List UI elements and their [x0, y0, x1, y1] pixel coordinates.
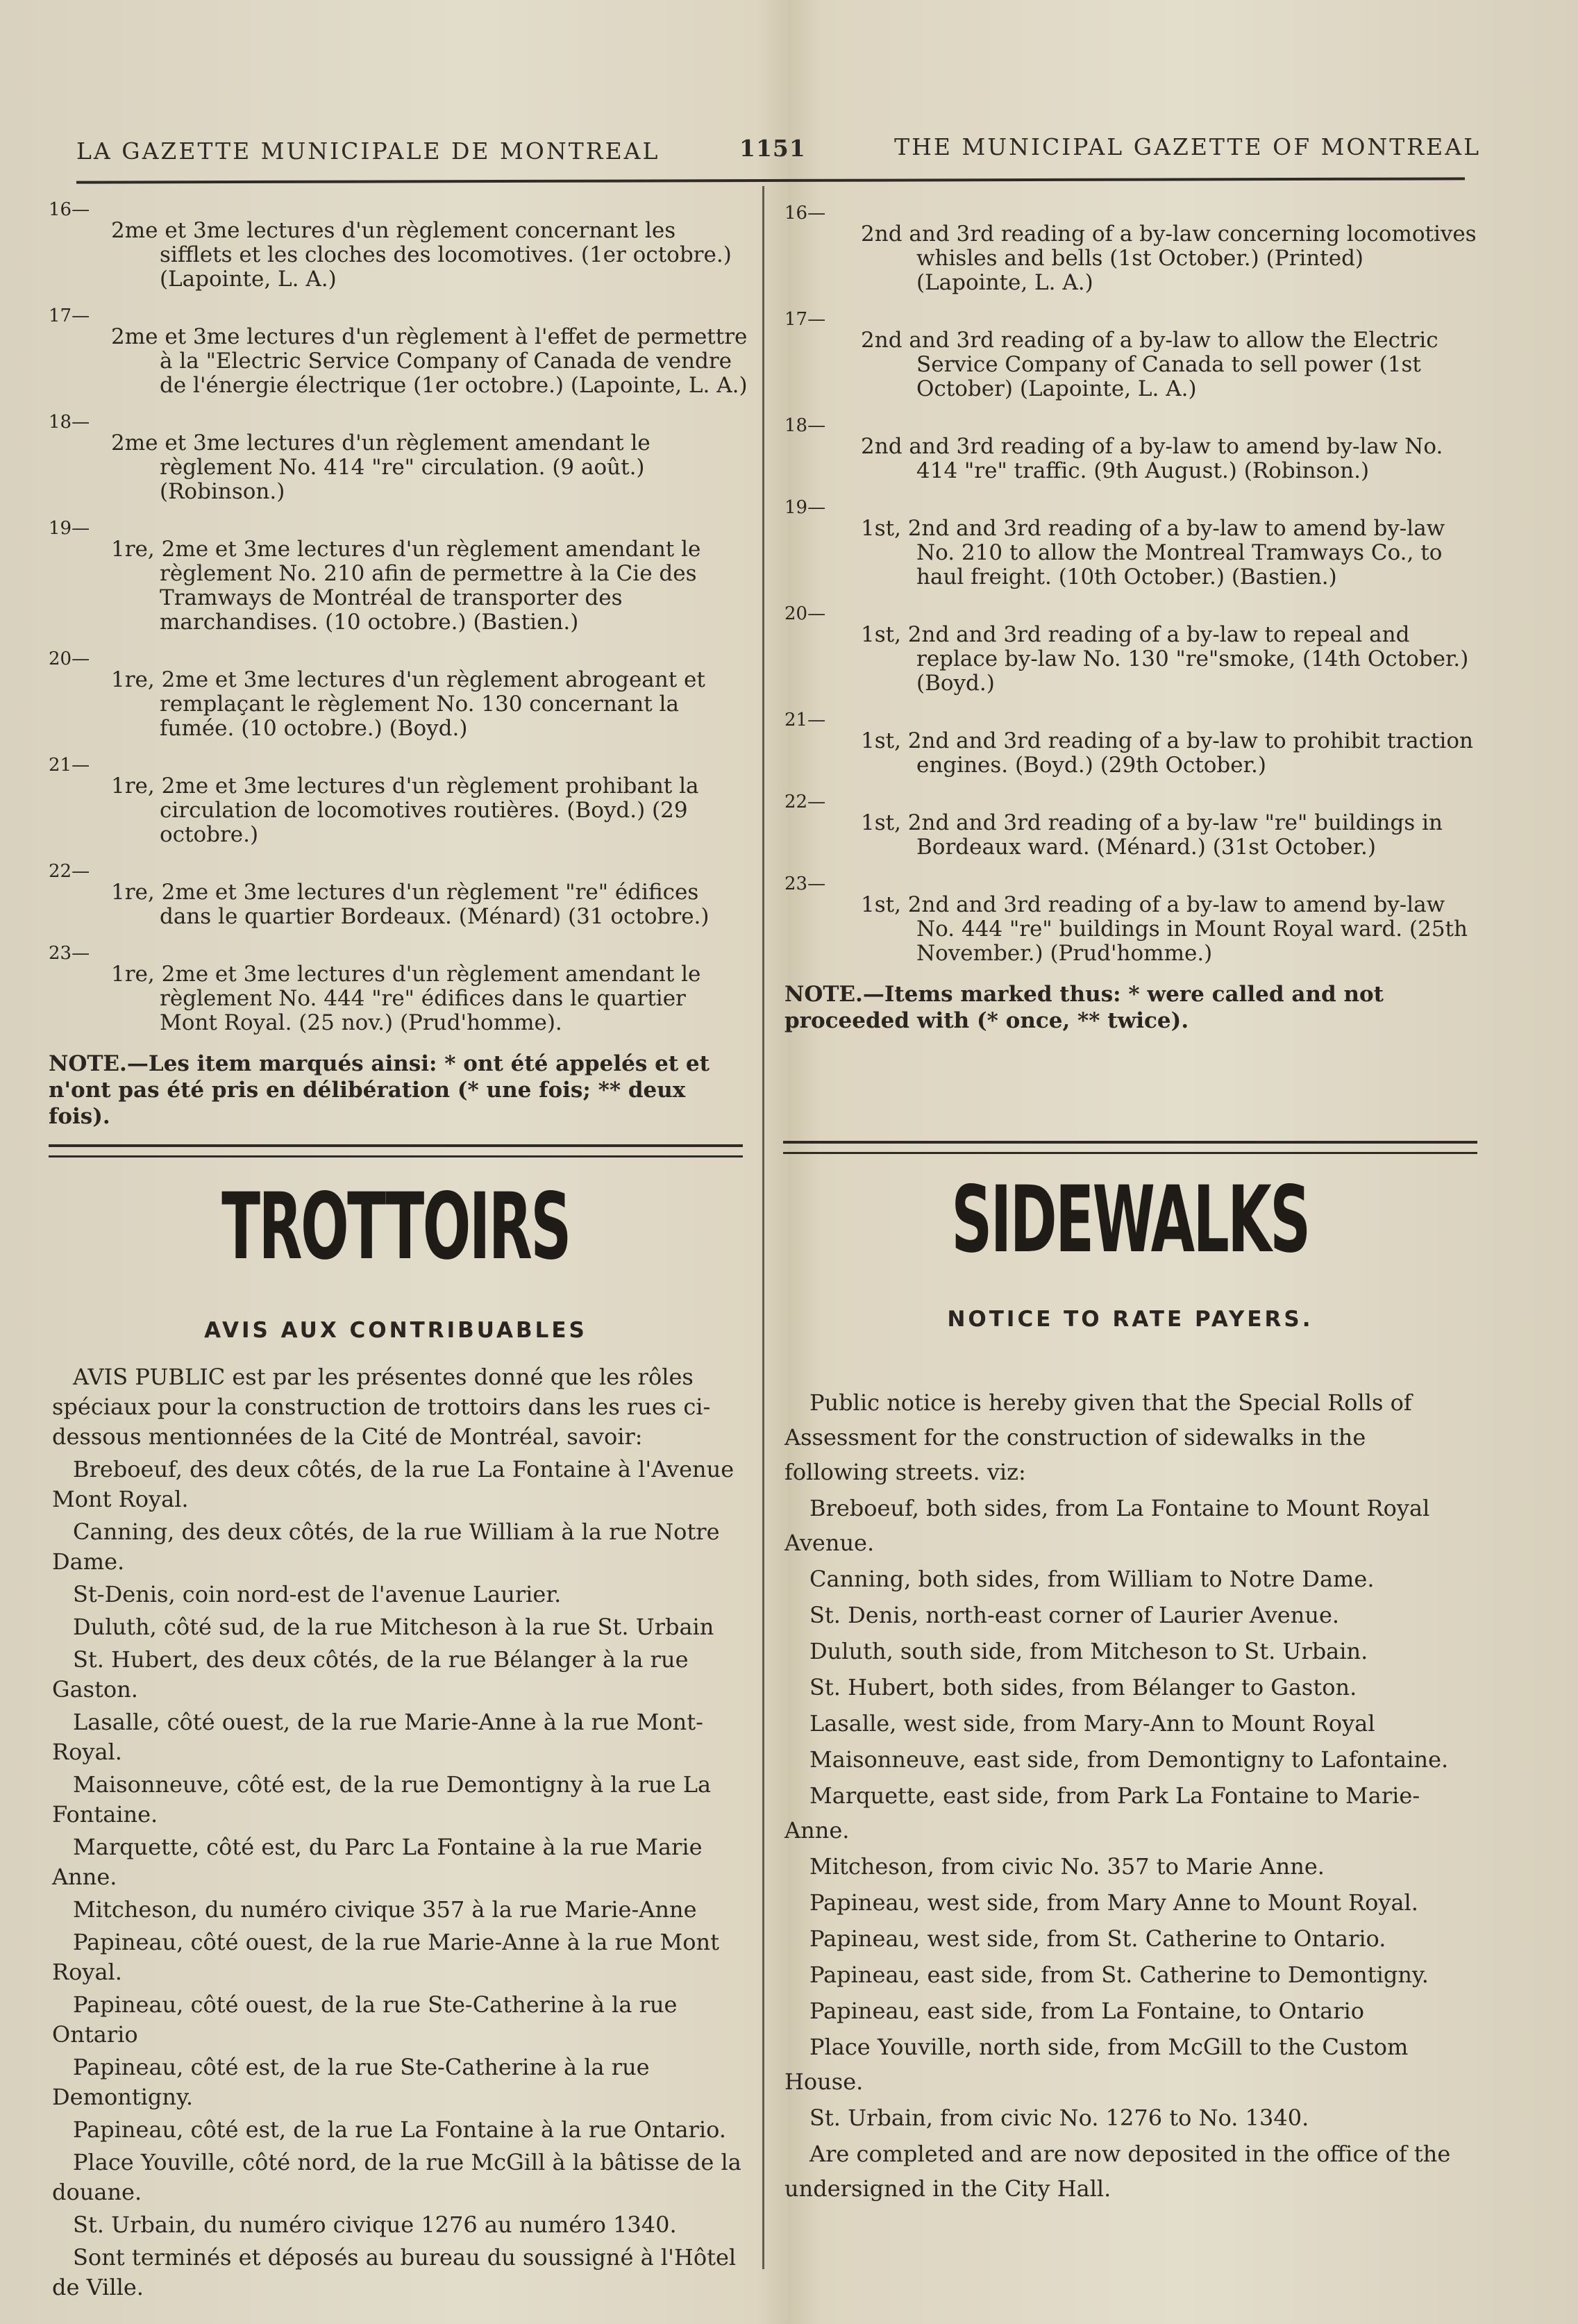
trottoirs-subtitle: AVIS AUX CONTRIBUABLES [204, 1318, 587, 1343]
column-divider [762, 186, 764, 2269]
street-line: Canning, des deux côtés, de la rue William à la rue Notre Dame. [52, 1519, 720, 1575]
english-note: NOTE.—Items marked thus: * were called and not proceeded with (* once, ** twice). [784, 982, 1384, 1033]
page-header [76, 129, 1481, 171]
street-line: Sont terminés et déposés au bureau du soussigné à l'Hôtel de Ville. [52, 2244, 737, 2300]
trottoirs-title: TROTTOIRS [221, 1173, 570, 1280]
street-line: Place Youville, north side, from McGill to the Custom House. [784, 2034, 1409, 2095]
agenda-item [49, 410, 750, 504]
street-line: Papineau, west side, from St. Catherine to Ontario. [809, 1925, 1386, 1952]
agenda-item [784, 414, 1479, 483]
street-line: St. Denis, north-east corner of Laurier Avenue. [809, 1602, 1340, 1628]
street-line: Papineau, east side, from La Fontaine, to Ontario [809, 1998, 1365, 2024]
item-text: 2nd and 3rd reading of a by-law concerning locomotives whisles and bells (1st October.) (Printed) (Lapointe, L. A.) [861, 221, 1477, 295]
street-line: Mitcheson, du numéro civique 357 à la rue Marie-Anne [73, 1896, 697, 1923]
item-text: 2nd and 3rd reading of a by-law to allow the Electric Service Company of Canada to sell power (1st October) (Lapointe, L. A.) [861, 328, 1438, 401]
item-text: 1st, 2nd and 3rd reading of a by-law to amend by-law No. 210 to allow the Montreal Tramways Co., to haul freight. (10th October.) (Bastien.) [861, 516, 1445, 590]
sidewalks-subtitle: NOTICE TO RATE PAYERS. [947, 1307, 1313, 1332]
item-text: 1re, 2me et 3me lectures d'un règlement amendant le règlement No. 444 "re" édifices dans le quartier Mont Royal. (25 nov.) (Prud'homme). [111, 962, 701, 1035]
item-text: 2me et 3me lectures d'un règlement à l'effet de permettre à la "Electric Service Company of Canada de vendre de l'énergie électrique (1er octobre.) (Lapointe, L. A.) [111, 324, 748, 398]
french-note: NOTE.—Les item marqués ainsi: * ont été appelés et et n'ont pas été pris en délibération (* une fois; ** deux fois). [49, 1051, 710, 1129]
page-number: 1151 [739, 135, 806, 162]
street-line: Breboeuf, both sides, from La Fontaine to Mount Royal Avenue. [784, 1495, 1430, 1556]
item-number: 17— [784, 309, 826, 330]
street-line: Place Youville, côté nord, de la rue McGill à la bâtisse de la douane. [52, 2149, 741, 2205]
header-english-title: THE MUNICIPAL GAZETTE OF MONTREAL [894, 133, 1481, 160]
street-line: Papineau, côté est, de la rue La Fontaine à la rue Ontario. [73, 2116, 726, 2143]
item-number: 22— [784, 792, 826, 812]
item-text: 1re, 2me et 3me lectures d'un règlement abrogeant et remplaçant le règlement No. 130 concernant la fumée. (10 octobre.) (Boyd.) [111, 667, 705, 741]
street-line: St. Hubert, both sides, from Bélanger to Gaston. [809, 1674, 1357, 1700]
item-number: 21— [784, 710, 826, 730]
section-rule-right [783, 1141, 1477, 1154]
street-line: Breboeuf, des deux côtés, de la rue La Fontaine à l'Avenue Mont Royal. [52, 1456, 735, 1512]
street-line: Maisonneuve, côté est, de la rue Demontigny à la rue La Fontaine. [52, 1771, 712, 1828]
street-line: Papineau, côté ouest, de la rue Marie-Anne à la rue Mont Royal. [52, 1929, 719, 1985]
item-number: 23— [784, 873, 826, 894]
header-french-title: LA GAZETTE MUNICIPALE DE MONTREAL [76, 137, 660, 165]
street-line: Marquette, east side, from Park La Fontaine to Marie-Anne. [784, 1782, 1420, 1844]
item-number: 19— [49, 518, 90, 539]
item-text: 2me et 3me lectures d'un règlement concernant les sifflets et les cloches des locomotives. (1er octobre.) (Lapointe, L. A.) [111, 218, 732, 292]
street-line: Maisonneuve, east side, from Demontigny to Lafontaine. [809, 1746, 1449, 1773]
notice-intro: Public notice is hereby given that the Special Rolls of Assessment for the construction of sidewalks in the following streets. viz: [784, 1389, 1412, 1485]
item-number: 16— [784, 203, 826, 224]
street-line: St-Denis, coin nord-est de l'avenue Laurier. [73, 1581, 562, 1607]
item-number: 16— [49, 199, 90, 220]
street-line: Canning, both sides, from William to Notre Dame. [809, 1566, 1375, 1592]
agenda-item [49, 198, 750, 292]
item-number: 23— [49, 943, 90, 964]
street-line: Papineau, east side, from St. Catherine to Demontigny. [809, 1962, 1429, 1988]
trottoirs-notice [52, 1362, 746, 2305]
section-rule-left [49, 1144, 743, 1157]
french-agenda-column [49, 198, 750, 1130]
item-number: 18— [49, 412, 90, 433]
item-text: 1st, 2nd and 3rd reading of a by-law "re" buildings in Bordeaux ward. (Ménard.) (31st October.) [861, 810, 1443, 860]
item-text: 1re, 2me et 3me lectures d'un règlement prohibant la circulation de locomotives routières. (Boyd.) (29 octobre.) [111, 774, 699, 847]
notice-intro: AVIS PUBLIC est par les présentes donné que les rôles spéciaux pour la construction de trottoirs dans les rues ci-dessous mentionnées de la Cité de Montréal, savoir: [52, 1364, 711, 1450]
item-text: 1st, 2nd and 3rd reading of a by-law to repeal and replace by-law No. 130 "re"smoke, (14th October.) (Boyd.) [861, 622, 1469, 696]
item-number: 19— [784, 497, 826, 518]
agenda-item [784, 790, 1479, 860]
agenda-item [49, 942, 750, 1035]
item-number: 22— [49, 861, 90, 882]
street-line: Are completed and are now deposited in the office of the undersigned in the City Hall. [784, 2141, 1451, 2202]
agenda-item [784, 201, 1479, 295]
item-text: 1st, 2nd and 3rd reading of a by-law to prohibit traction engines. (Boyd.) (29th October.) [861, 728, 1473, 778]
header-rule [76, 177, 1465, 183]
agenda-item [49, 304, 750, 398]
street-line: Lasalle, west side, from Mary-Ann to Mount Royal [809, 1710, 1375, 1737]
street-line: Marquette, côté est, du Parc La Fontaine à la rue Marie Anne. [52, 1834, 703, 1890]
agenda-item [784, 602, 1479, 696]
street-line: St. Hubert, des deux côtés, de la rue Bélanger à la rue Gaston. [52, 1646, 689, 1703]
street-line: Mitcheson, from civic No. 357 to Marie Anne. [809, 1853, 1325, 1880]
item-text: 1re, 2me et 3me lectures d'un règlement amendant le règlement No. 210 afin de permettre à la Cie des Tramways de Montréal de transporter des marchandises. (10 octobre.) (Bastien.) [111, 537, 701, 635]
agenda-item [784, 496, 1479, 590]
item-text: 1re, 2me et 3me lectures d'un règlement "re" édifices dans le quartier Bordeaux. (Ménard) (31 octobre.) [111, 880, 710, 929]
street-line: Papineau, west side, from Mary Anne to Mount Royal. [809, 1889, 1418, 1916]
sidewalks-notice [784, 1385, 1472, 2207]
agenda-item [784, 308, 1479, 401]
agenda-item [49, 647, 750, 741]
item-text: 1st, 2nd and 3rd reading of a by-law to amend by-law No. 444 "re" buildings in Mount Royal ward. (25th November.) (Prud'homme.) [861, 892, 1468, 966]
street-line: St. Urbain, from civic No. 1276 to No. 1340. [809, 2105, 1309, 2131]
item-number: 20— [784, 603, 826, 624]
item-text: 2nd and 3rd reading of a by-law to amend by-law No. 414 "re" traffic. (9th August.) (Robinson.) [861, 434, 1443, 483]
item-number: 17— [49, 306, 90, 326]
agenda-item [49, 860, 750, 929]
street-line: Duluth, côté sud, de la rue Mitcheson à la rue St. Urbain [73, 1614, 714, 1640]
street-line: St. Urbain, du numéro civique 1276 au numéro 1340. [73, 2212, 677, 2238]
sidewalks-title: SIDEWALKS [951, 1167, 1309, 1273]
item-text: 2me et 3me lectures d'un règlement amendant le règlement No. 414 "re" circulation. (9 août.) (Robinson.) [111, 430, 650, 504]
agenda-item [784, 872, 1479, 966]
english-agenda-column [784, 201, 1479, 1034]
agenda-item [49, 753, 750, 847]
street-line: Papineau, côté ouest, de la rue Ste-Catherine à la rue Ontario [52, 1991, 678, 2048]
street-line: Duluth, south side, from Mitcheson to St. Urbain. [809, 1638, 1368, 1664]
item-number: 21— [49, 755, 90, 776]
agenda-item [784, 708, 1479, 778]
street-line: Papineau, côté est, de la rue Ste-Catherine à la rue Demontigny. [52, 2054, 650, 2110]
item-number: 20— [49, 649, 90, 669]
agenda-item [49, 517, 750, 635]
item-number: 18— [784, 415, 826, 436]
street-line: Lasalle, côté ouest, de la rue Marie-Anne à la rue Mont-Royal. [52, 1709, 703, 1765]
